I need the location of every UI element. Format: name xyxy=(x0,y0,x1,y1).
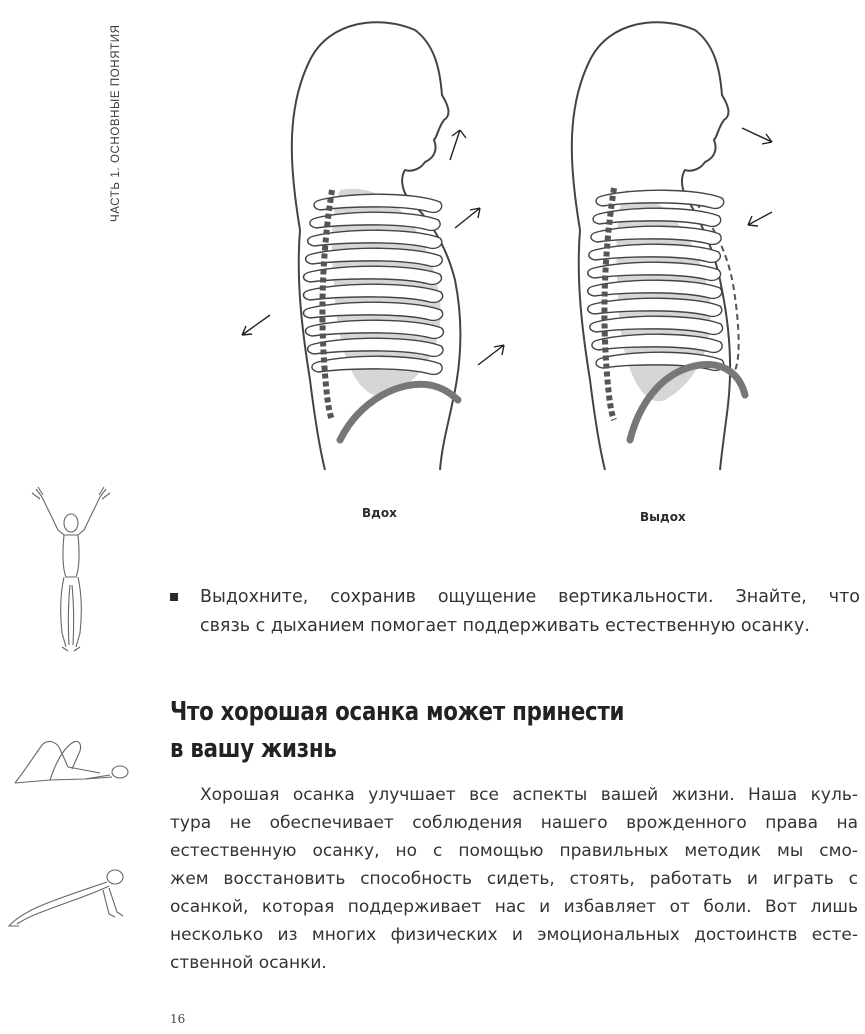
caption-inhale: Вдох xyxy=(362,506,397,520)
page-number: 16 xyxy=(170,1012,186,1026)
body-line: несколько из многих физических и эмоциональных достоинств есте- xyxy=(170,925,858,945)
body-line: ственной осанки. xyxy=(170,953,327,973)
caption-exhale: Выдох xyxy=(640,510,686,524)
running-head: ЧАСТЬ 1. ОСНОВНЫЕ ПОНЯТИЯ xyxy=(110,24,122,222)
breathing-illustration xyxy=(220,0,780,470)
heading-line: в вашу жизнь xyxy=(170,734,337,764)
section-heading xyxy=(170,694,736,768)
body-line: жем восстановить способность сидеть, стоять, работать и играть с xyxy=(170,869,858,889)
body-paragraph xyxy=(170,781,858,977)
plank-figure-icon xyxy=(5,860,135,930)
inhale-figure xyxy=(242,22,480,470)
body-line: осанкой, которая поддерживает нас и избавляет от боли. Вот лишь xyxy=(170,897,858,917)
body-line: естественную осанку, но с помощью правильных методик мы смо- xyxy=(170,841,858,861)
bullet-marker xyxy=(170,593,178,601)
lying-figure-icon xyxy=(10,725,135,790)
exhale-figure xyxy=(478,22,772,470)
bullet-line: связь с дыханием помогает поддерживать естественную осанку. xyxy=(200,616,810,636)
standing-figure-icon xyxy=(28,485,118,655)
body-line: тура не обеспечивает соблюдения нашего врожденного права на xyxy=(170,813,858,833)
bullet-item xyxy=(170,583,860,641)
heading-line: Что хорошая осанка может принести xyxy=(170,697,625,727)
body-line: Хорошая осанка улучшает все аспекты вашей жизни. Наша куль- xyxy=(200,785,858,805)
bullet-line: Выдохните, сохранив ощущение вертикальности. Знайте, что xyxy=(200,587,860,607)
